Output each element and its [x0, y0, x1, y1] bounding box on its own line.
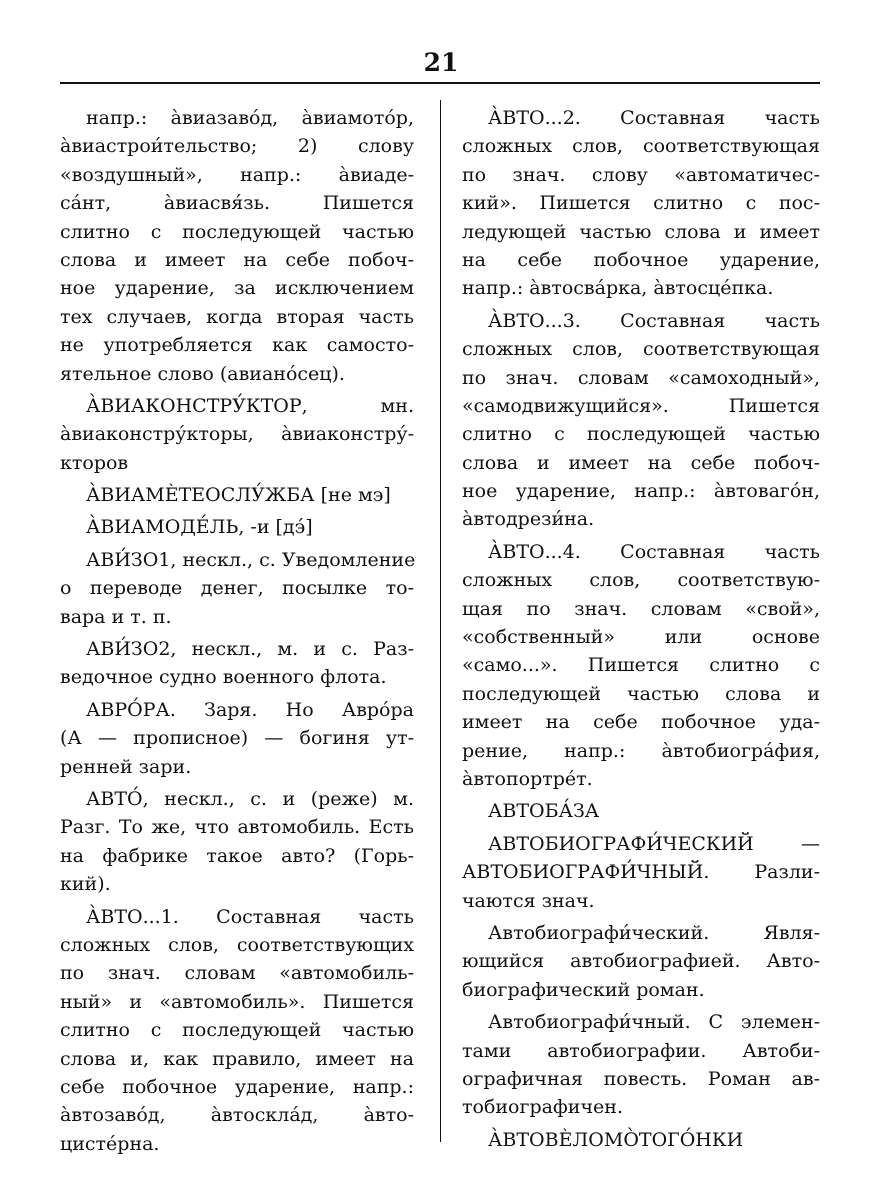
- entry-line: слова и имеет на себе побоч-: [462, 451, 820, 474]
- left-column: [60, 104, 414, 1158]
- dictionary-entry: [60, 635, 414, 692]
- entry-line: кторов: [60, 451, 129, 474]
- entry-line: сложных слов, соответствующая: [462, 135, 820, 158]
- entry-line: не употребляется как самосто-: [60, 334, 414, 357]
- entry-line: са́нт, а̀виасвя́зь. Пишется: [60, 192, 414, 215]
- entry-line: а̀виастрои́тельство; 2) слову: [60, 135, 414, 158]
- entry-line: слитно с последующей частью: [462, 423, 820, 446]
- entry-line: А̀ВТО...2. Составная часть: [488, 107, 820, 129]
- entry-line: А̀ВИАМОДЕ́ЛЬ, -и [дэ́]: [86, 516, 313, 539]
- entry-line: тех случаев, когда вторая часть: [60, 305, 414, 328]
- dictionary-entry: [60, 546, 414, 631]
- header-rule: [60, 82, 820, 84]
- entry-line: сложных слов, соответствующая: [462, 338, 820, 361]
- entry-line: слитно с последующей частью: [60, 1019, 414, 1042]
- entry-line: рение, напр.: а̀втобиогра́фия,: [462, 739, 820, 762]
- entry-line: А̀ВТО...1. Составная часть: [86, 905, 414, 928]
- entry-line: а̀виаконстру́кторы, а̀виаконстру́-: [60, 423, 414, 446]
- entry-line: Разг. То же, что автомобиль. Есть: [60, 816, 414, 839]
- entry-line: кий).: [60, 873, 111, 896]
- entry-line: ющийся автобиографией. Авто-: [462, 950, 820, 973]
- entry-line: ведочное судно военного флота.: [60, 666, 387, 689]
- entry-line: АВИ́ЗО1, нескл., с. Уведомление: [86, 548, 416, 571]
- dictionary-entry: [462, 797, 820, 825]
- entry-line: АВИ́ЗО2, нескл., м. и с. Раз-: [86, 638, 414, 661]
- entry-line: А̀ВИАКОНСТРУ́КТОР, мн.: [86, 394, 414, 417]
- entry-line: Автобиографи́чный. С элемен-: [488, 1011, 820, 1034]
- entry-line: АВТОБИОГРАФИ́ЧНЫЙ. Разли-: [462, 861, 820, 884]
- entry-line: АВТО́, нескл., с. и (реже) м.: [86, 787, 414, 810]
- dictionary-entry: [60, 696, 414, 781]
- entry-line: (А — прописное) — богиня ут-: [60, 727, 414, 750]
- entry-line: последующей частью слова и: [462, 682, 820, 705]
- entry-line: АВТОБИОГРАФИ́ЧЕСКИЙ —: [488, 832, 820, 855]
- entry-line: Автобиографи́ческий. Явля-: [488, 921, 820, 944]
- entry-line: о переводе денег, посылке то-: [60, 577, 414, 600]
- entry-line: слитно с последующей частью: [60, 220, 414, 243]
- entry-line: а̀втозаво́д, а̀втоскла́д, а̀вто-: [60, 1104, 414, 1127]
- entry-line: сложных слов, соответствующих: [60, 933, 414, 956]
- entry-line: АВРО́РА. Заря. Но Авро́ра: [86, 698, 414, 721]
- dictionary-entry: [462, 538, 820, 794]
- column-divider: [440, 100, 441, 1142]
- dictionary-entry: [60, 785, 414, 899]
- entry-line: а̀втодрези́на.: [462, 508, 595, 531]
- entry-line: ренней зари.: [60, 755, 192, 778]
- dictionary-entry: [462, 830, 820, 915]
- entry-line: чаются знач.: [462, 889, 595, 912]
- entry-line: на себе побочное ударение,: [462, 248, 820, 271]
- dictionary-entry: [60, 392, 414, 477]
- page-number: 21: [423, 48, 459, 77]
- entry-line: по знач. слову «автоматичес-: [462, 163, 820, 186]
- dictionary-entry: [60, 104, 414, 388]
- entry-line: ледующей частью слова и имеет: [462, 220, 820, 243]
- entry-line: «само...». Пишется слитно с: [462, 654, 820, 677]
- entry-line: по знач. словам «автомобиль-: [60, 962, 414, 985]
- entry-line: слова и имеет на себе побоч-: [60, 248, 414, 271]
- entry-line: ное ударение, напр.: а̀втоваго́н,: [462, 480, 820, 503]
- dictionary-entry: [462, 1008, 820, 1122]
- entry-line: напр.: а̀втосва́рка, а̀втосце́пка.: [462, 277, 774, 300]
- dictionary-entry: [462, 919, 820, 1004]
- entry-line: по знач. словам «самоходный»,: [462, 366, 820, 389]
- entry-line: щая по знач. словам «свой»,: [462, 597, 820, 620]
- entry-line: себе побочное ударение, напр.:: [60, 1075, 414, 1098]
- entry-line: А̀ВТО...4. Составная часть: [488, 540, 820, 563]
- entry-line: на фабрике такое авто? (Горь-: [60, 844, 414, 867]
- entry-line: вара и т. п.: [60, 605, 172, 628]
- entry-line: цисте́рна.: [60, 1132, 160, 1155]
- entry-line: тобиографичен.: [462, 1096, 623, 1119]
- entry-line: А̀ВТО...3. Составная часть: [488, 309, 820, 332]
- entry-line: «самодвижущийся». Пишется: [462, 394, 820, 417]
- entry-line: ный» и «автомобиль». Пишется: [60, 990, 414, 1013]
- entry-line: имеет на себе побочное уда-: [462, 711, 820, 734]
- entry-line: а̀втопортре́т.: [462, 767, 593, 790]
- entry-line: слова и, как правило, имеет на: [60, 1047, 414, 1070]
- entry-line: АВТОБА́ЗА: [488, 800, 600, 823]
- dictionary-entry: [60, 481, 414, 509]
- entry-line: «собственный» или основе: [462, 626, 820, 649]
- entry-line: «воздушный», напр.: а̀виаде-: [60, 163, 414, 186]
- entry-line: биографический роман.: [462, 978, 705, 1001]
- right-column: [462, 104, 820, 1154]
- dictionary-entry: [462, 104, 820, 303]
- dictionary-entry: [60, 903, 414, 1159]
- entry-line: ографичная повесть. Роман ав-: [462, 1067, 820, 1090]
- entry-line: тами автобиографии. Автоби-: [462, 1039, 820, 1062]
- entry-line: напр.: а̀виазаво́д, а̀виамото́р,: [86, 107, 414, 129]
- dictionary-entry: [60, 513, 414, 541]
- dictionary-entry: [462, 1126, 820, 1154]
- entry-line: А̀ВИАМЀТЕОСЛУ́ЖБА [не мэ]: [86, 484, 391, 507]
- entry-line: А̀ВТОВЀЛОМО̀ТОГО́НКИ: [488, 1128, 744, 1151]
- entry-line: кий». Пишется слитно с пос-: [462, 192, 820, 215]
- entry-line: ятельное слово (авиано́сец).: [60, 362, 345, 385]
- entry-line: ное ударение, за исключением: [60, 277, 414, 300]
- entry-line: сложных слов, соответствую-: [462, 569, 820, 592]
- dictionary-entry: [462, 307, 820, 534]
